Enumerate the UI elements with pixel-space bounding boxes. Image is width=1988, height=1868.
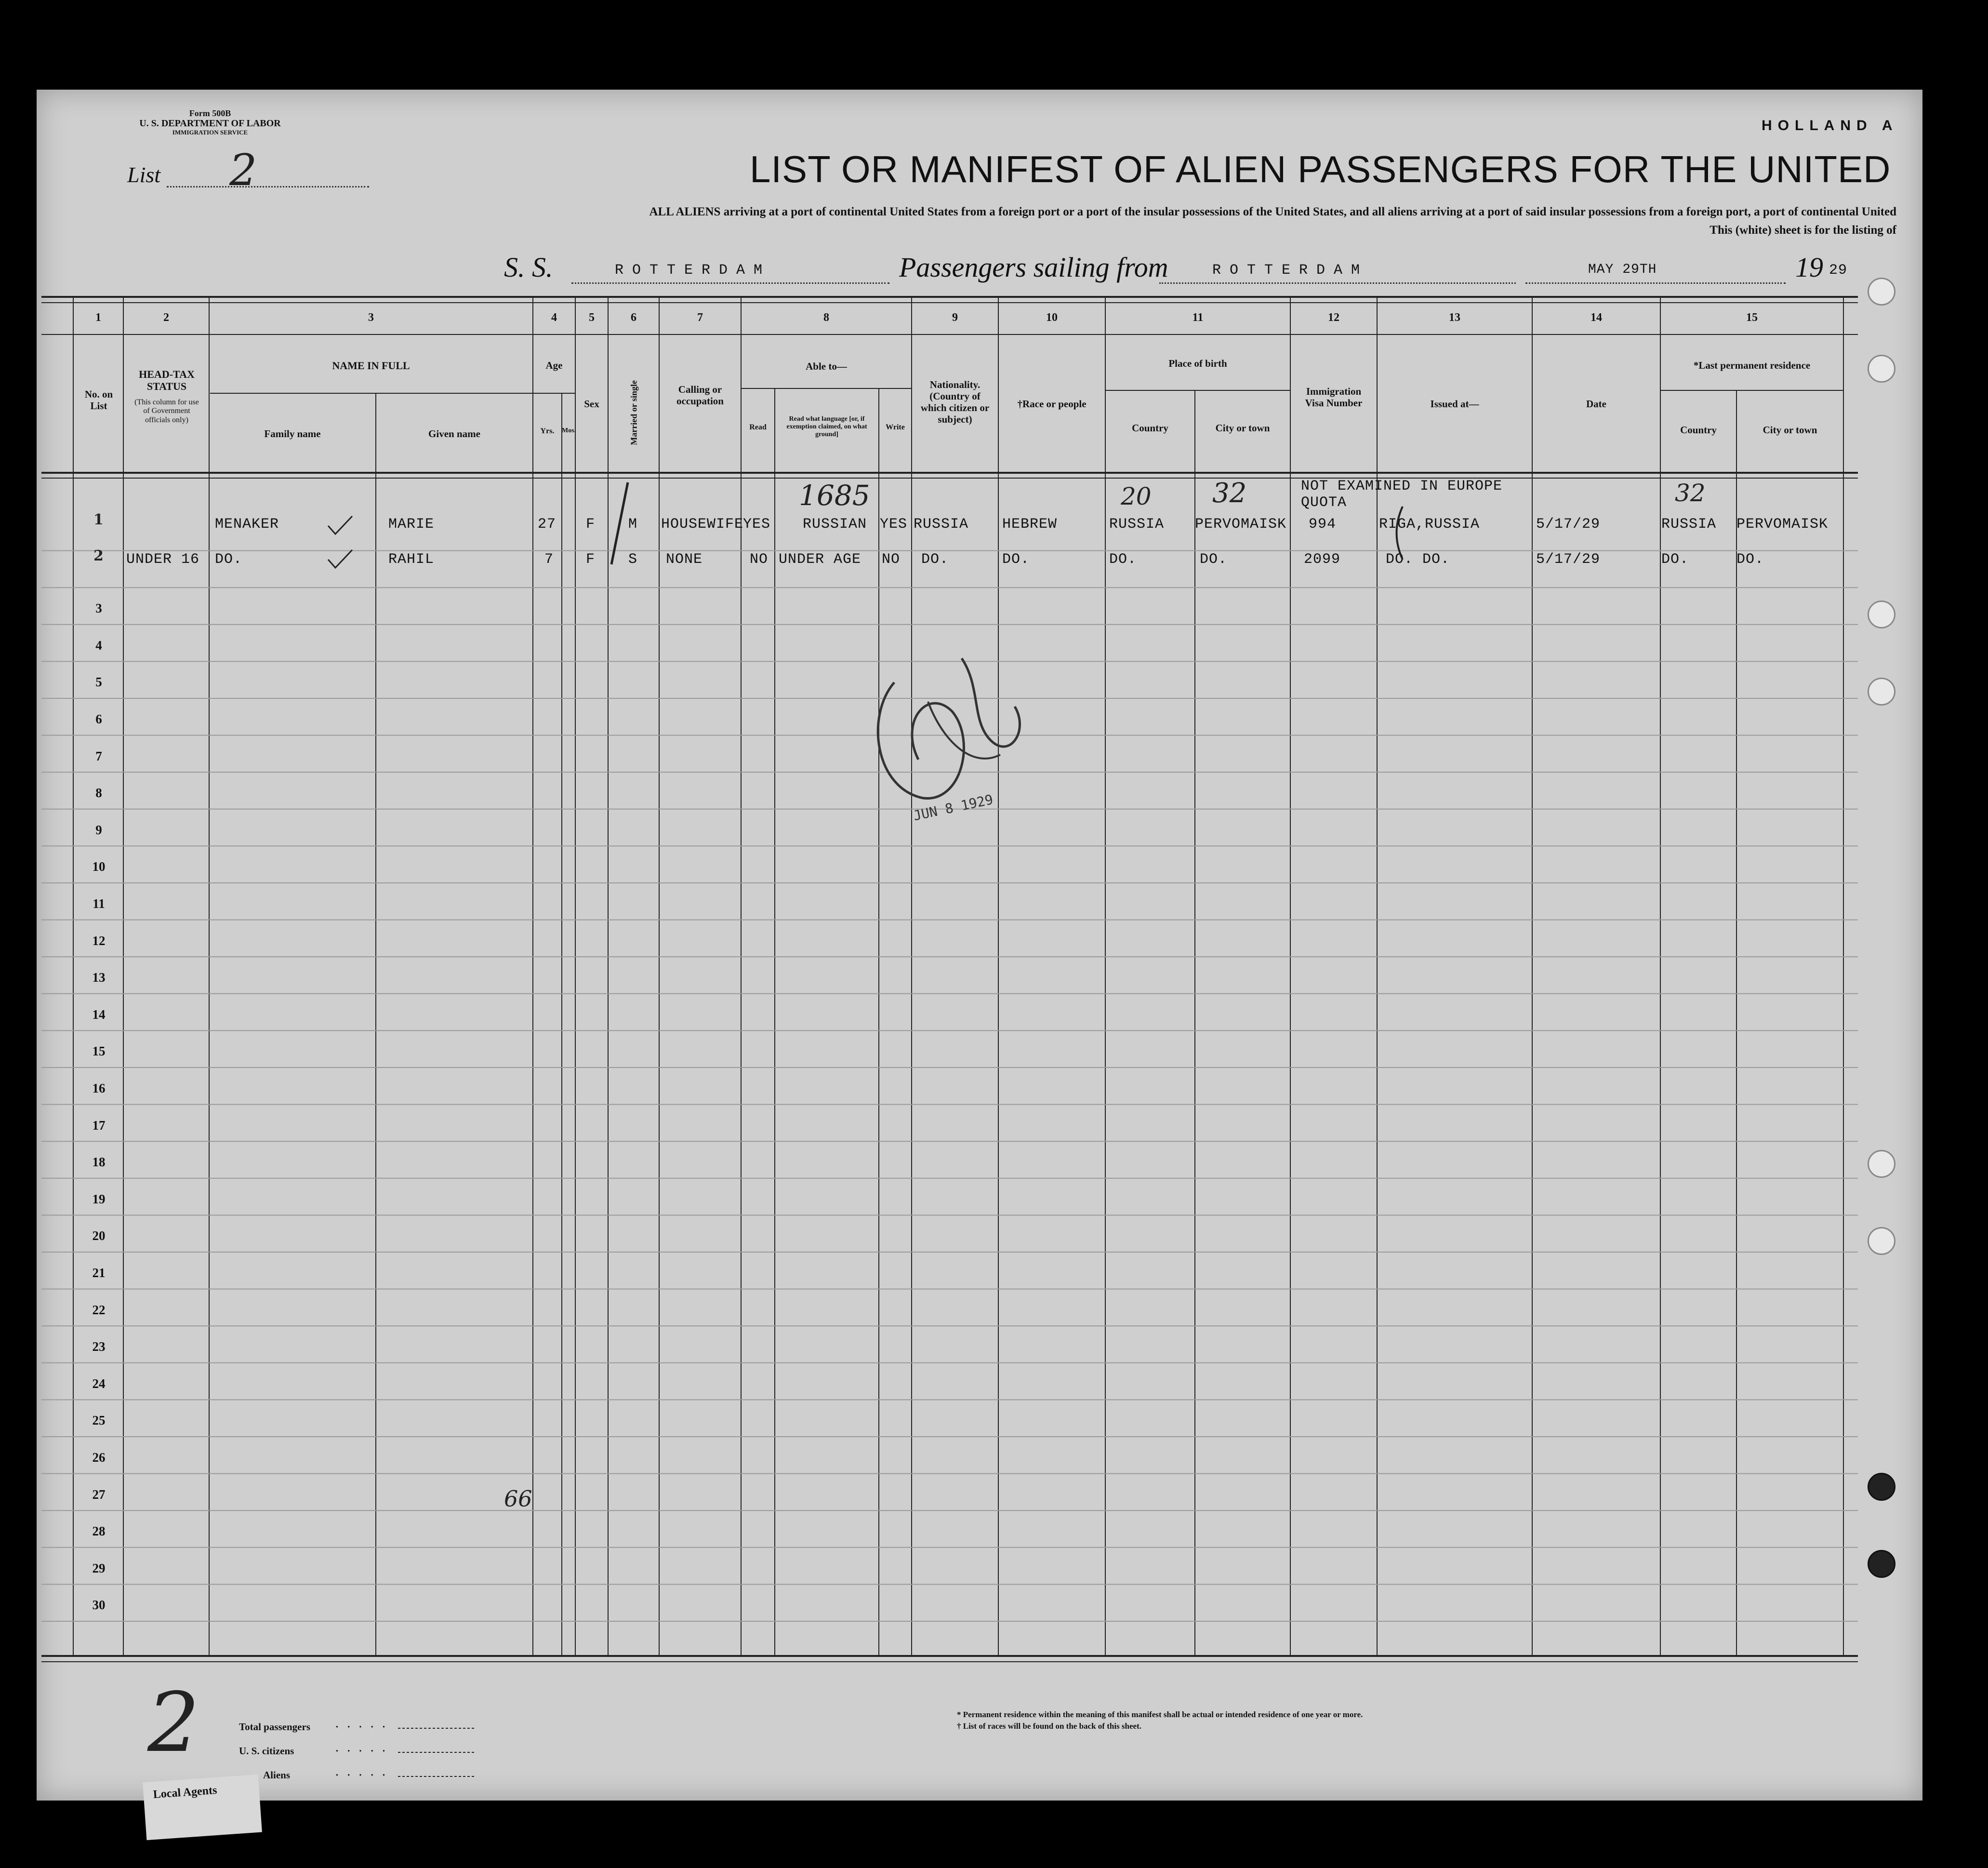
header-race: †Race or people: [1017, 398, 1087, 410]
sex: F: [586, 516, 596, 533]
birth-city: DO.: [1200, 551, 1228, 568]
year-suffix: 29: [1829, 262, 1848, 279]
local-agents-label: Local Agents: [153, 1784, 218, 1801]
race: DO.: [1002, 551, 1030, 568]
punch-hole: [1868, 1550, 1895, 1578]
handwritten-code-32: 32: [1212, 478, 1247, 509]
header-nationality: Nationality. (Country of which citizen or subject): [920, 379, 990, 426]
row-number: 26: [92, 1450, 106, 1465]
header-sex: Sex: [584, 398, 599, 410]
sex: F: [586, 551, 596, 568]
sailing-date: MAY 29TH: [1588, 262, 1657, 277]
can-read: YES: [743, 516, 771, 533]
given-name: RAHIL: [388, 551, 435, 568]
row-number: 21: [92, 1266, 106, 1280]
header-family-name: Family name: [264, 428, 321, 440]
row-number: 4: [95, 638, 102, 653]
residence-country: RUSSIA: [1661, 516, 1717, 533]
header-calling: Calling or occupation: [676, 384, 724, 407]
header-visa-number: Immigration Visa Number: [1305, 386, 1363, 409]
col-number-13: 13: [1449, 311, 1460, 324]
aliens-label: Aliens: [263, 1769, 291, 1781]
total-passengers-label: Total passengers: [239, 1721, 310, 1733]
punch-hole: [1868, 355, 1895, 383]
form-number: Form 500B: [189, 108, 231, 118]
punch-hole: [1868, 1227, 1895, 1255]
row-number: 16: [92, 1081, 106, 1095]
year-prefix: 19: [1795, 252, 1823, 283]
row-2-number: 2: [93, 547, 104, 564]
tally-slash-icon: [608, 480, 632, 567]
handwritten-code-20: 20: [1121, 482, 1152, 510]
header-write: Write: [886, 423, 905, 431]
row-number: 24: [92, 1376, 106, 1391]
aliens-dots: · · · · ·: [335, 1769, 389, 1781]
page-title: LIST OR MANIFEST OF ALIEN PASSENGERS FOR THE UNITED: [750, 148, 1891, 190]
handwritten-language-code: 1685: [799, 479, 870, 512]
row-number: 5: [95, 675, 102, 690]
official-stamp: [856, 644, 1058, 837]
handwritten-bottom-count: 2: [147, 1675, 200, 1771]
header-given-name: Given name: [428, 428, 480, 440]
top-right-label: HOLLAND A: [1762, 118, 1898, 133]
row-number: 7: [95, 748, 102, 763]
residence-city: DO.: [1736, 551, 1764, 568]
punch-hole: [1868, 278, 1895, 306]
row-number: 12: [92, 933, 106, 948]
birth-city: PERVOMAISK: [1195, 516, 1287, 533]
can-read: NO: [750, 551, 769, 568]
residence-city: PERVOMAISK: [1736, 516, 1829, 533]
col-number-5: 5: [589, 311, 595, 324]
read-language: UNDER AGE: [779, 551, 861, 568]
can-write: YES: [880, 516, 908, 533]
issued-at: DO. DO.: [1386, 551, 1450, 568]
footnote-races: † List of races will be found on the back of this sheet.: [957, 1721, 1141, 1731]
handwritten-page-mark: 99: [504, 1485, 532, 1511]
age-years: 27: [538, 516, 557, 533]
marital-status: S: [628, 551, 638, 568]
row-number: 29: [92, 1561, 106, 1575]
col-number-9: 9: [952, 311, 958, 324]
col-number-12: 12: [1328, 311, 1339, 324]
check-mark-icon: [326, 514, 355, 538]
handwritten-code-32-res: 32: [1675, 479, 1706, 507]
issue-date: 5/17/29: [1536, 551, 1601, 568]
header-yrs: Yrs.: [540, 427, 555, 435]
row-number: 10: [92, 859, 106, 874]
marital-status: M: [628, 516, 638, 533]
row-number: 20: [92, 1228, 106, 1243]
col-number-1: 1: [95, 311, 101, 324]
occupation: NONE: [666, 551, 703, 568]
race: HEBREW: [1002, 516, 1058, 533]
row-number: 6: [95, 712, 102, 726]
row-number: 23: [92, 1339, 106, 1354]
issued-at: RIGA,RUSSIA: [1379, 516, 1480, 533]
header-place-of-birth: Place of birth: [1168, 358, 1227, 369]
department-label: U. S. DEPARTMENT OF LABOR: [139, 118, 281, 129]
manifest-sheet: [37, 90, 1922, 1801]
row-number: 19: [92, 1191, 106, 1206]
visa-number: 994: [1309, 516, 1337, 533]
svg-text:JUN 8 1929: JUN 8 1929: [912, 791, 995, 824]
row-number: 8: [95, 786, 102, 801]
header-birth-country: Country: [1132, 422, 1168, 434]
total-passengers-dots: · · · · ·: [335, 1721, 389, 1733]
nationality: DO.: [921, 551, 949, 568]
row-number: 14: [92, 1007, 106, 1022]
header-birth-city: City or town: [1215, 422, 1270, 434]
row-number: 13: [92, 970, 106, 985]
not-examined-note: NOT EXAMINED IN EUROPE: [1301, 478, 1503, 494]
ss-label: S. S.: [504, 252, 553, 283]
read-language: RUSSIAN: [803, 516, 867, 533]
port-name: ROTTERDAM: [1212, 262, 1369, 279]
head-tax-status: UNDER 16: [126, 551, 200, 568]
col-number-10: 10: [1046, 311, 1058, 324]
quota-label: QUOTA: [1301, 494, 1347, 511]
header-head-tax-status: HEAD-TAX STATUS: [139, 368, 195, 393]
given-name: MARIE: [388, 516, 435, 533]
header-read: Read: [749, 423, 767, 431]
col-number-11: 11: [1192, 311, 1204, 324]
us-citizens-label: U. S. citizens: [239, 1745, 294, 1757]
row-number: 22: [92, 1302, 106, 1317]
issue-date: 5/17/29: [1536, 516, 1601, 533]
col-number-8: 8: [823, 311, 829, 324]
header-head-tax-note: (This column for use of Government officials only): [134, 398, 199, 424]
occupation: HOUSEWIFE: [661, 516, 744, 533]
header-res-city: City or town: [1763, 424, 1817, 436]
col-number-3: 3: [368, 311, 374, 324]
subtitle-line-2: This (white) sheet is for the listing of: [1710, 224, 1896, 237]
row-number: 28: [92, 1524, 106, 1539]
header-mos: Mos.: [562, 427, 576, 434]
header-married-single: Married or single: [629, 380, 639, 445]
row-number: 11: [93, 896, 105, 911]
age-years: 7: [544, 551, 554, 568]
residence-country: DO.: [1661, 551, 1689, 568]
birth-country: RUSSIA: [1109, 516, 1165, 533]
visa-number: 2099: [1304, 551, 1341, 568]
row-number: 9: [95, 822, 102, 837]
header-no-on-list: No. on List: [84, 388, 113, 412]
header-res-country: Country: [1680, 424, 1717, 436]
col-number-7: 7: [697, 311, 703, 324]
col-number-15: 15: [1746, 311, 1758, 324]
manifest-grid: [37, 90, 1922, 1801]
us-citizens-dots: · · · · ·: [335, 1745, 389, 1757]
family-name: MENAKER: [215, 516, 279, 533]
local-agents-tag: [143, 1775, 262, 1840]
punch-hole: [1868, 1150, 1895, 1178]
punch-hole: [1868, 1473, 1895, 1501]
ship-name: ROTTERDAM: [615, 262, 771, 279]
can-write: NO: [882, 551, 901, 568]
passengers-sailing-label: Passengers sailing from: [899, 252, 1168, 283]
col-number-6: 6: [631, 311, 636, 324]
punch-hole: [1868, 678, 1895, 706]
header-able-to: Able to—: [806, 360, 847, 372]
subtitle-line-1: ALL ALIENS arriving at a port of continental United States from a foreign port or a port of the insular possessions of the United States, and all aliens arriving at a port of said insular possessions from a foreign port, a port of continental United: [649, 205, 1896, 218]
col-number-14: 14: [1590, 311, 1602, 324]
row-number: 3: [95, 601, 102, 616]
bracket-icon: [1388, 504, 1407, 562]
header-last-residence: *Last permanent residence: [1693, 360, 1811, 371]
nationality: RUSSIA: [914, 516, 969, 533]
row-number: 17: [92, 1118, 106, 1133]
list-number: 2: [229, 145, 257, 196]
row-number: 15: [92, 1044, 106, 1059]
row-number: 25: [92, 1413, 106, 1428]
col-number-2: 2: [163, 311, 169, 324]
row-number: 18: [92, 1155, 106, 1170]
check-mark-icon: [326, 547, 355, 572]
header-read-language: Read what language [or, if exemption claimed, on what ground]: [786, 415, 867, 439]
list-label: List: [127, 162, 161, 187]
row-number: 27: [92, 1487, 106, 1502]
header-issued-at: Issued at—: [1430, 398, 1479, 410]
col-number-4: 4: [551, 311, 557, 324]
header-age: Age: [545, 360, 563, 371]
birth-country: DO.: [1109, 551, 1137, 568]
footnote-residence: * Permanent residence within the meaning of this manifest shall be actual or intended residence of one year or more.: [957, 1710, 1363, 1719]
row-1-number: 1: [93, 511, 104, 528]
punch-hole: [1868, 600, 1895, 628]
header-date: Date: [1586, 398, 1606, 410]
service-label: IMMIGRATION SERVICE: [172, 129, 248, 136]
family-name: DO.: [215, 551, 243, 568]
header-name-in-full: NAME IN FULL: [332, 360, 410, 372]
row-number: 30: [92, 1598, 106, 1613]
